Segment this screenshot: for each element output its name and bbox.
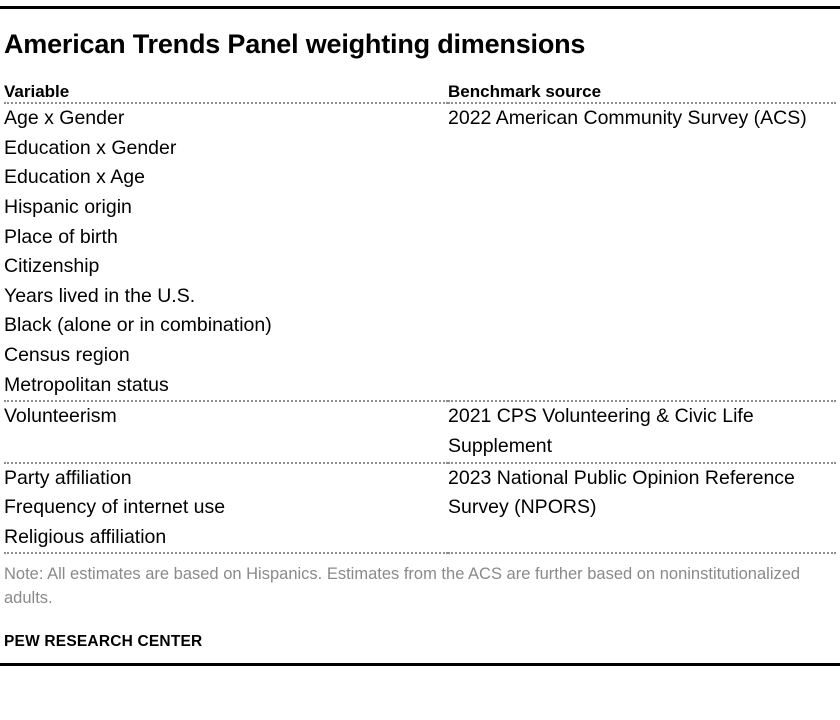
- list-item: Black (alone or in combination): [4, 314, 272, 337]
- column-header-variable: Variable: [4, 82, 448, 103]
- list-item: Volunteerism: [4, 405, 117, 428]
- variable-list: [4, 464, 448, 553]
- figure-container: [0, 6, 840, 720]
- brand-label: PEW RESEARCH CENTER: [4, 633, 203, 651]
- variable-list: [4, 104, 448, 400]
- variable-cell: [4, 463, 448, 554]
- table-header-row: [4, 82, 836, 103]
- weighting-dimensions-table: [4, 82, 836, 554]
- list-item: Age x Gender: [4, 107, 125, 130]
- bottom-spacer: [0, 666, 840, 672]
- benchmark-source-cell: 2023 National Public Opinion Reference Survey (NPORS): [448, 463, 836, 554]
- table-row: [4, 463, 836, 554]
- list-item: Party affiliation: [4, 466, 132, 489]
- list-item: Place of birth: [4, 225, 118, 248]
- list-item: Census region: [4, 344, 130, 367]
- table-row: [4, 401, 836, 462]
- top-rule: [0, 6, 840, 9]
- list-item: Education x Age: [4, 166, 145, 189]
- variable-list: [4, 402, 448, 432]
- list-item: Frequency of internet use: [4, 496, 226, 519]
- benchmark-source-cell: 2022 American Community Survey (ACS): [448, 103, 836, 401]
- list-item: Metropolitan status: [4, 373, 169, 396]
- list-item: Education x Gender: [4, 136, 177, 159]
- column-header-benchmark: Benchmark source: [448, 82, 836, 103]
- list-item: Hispanic origin: [4, 195, 132, 218]
- list-item: Citizenship: [4, 255, 100, 278]
- benchmark-source-cell: 2021 CPS Volunteering & Civic Life Supplement: [448, 401, 836, 462]
- figure-note: Note: All estimates are based on Hispanics. Estimates from the ACS are further based on noninstitutionalized adults.: [4, 565, 801, 608]
- variable-cell: [4, 401, 448, 462]
- variable-cell: [4, 103, 448, 401]
- list-item: Years lived in the U.S.: [4, 284, 196, 307]
- page-title: American Trends Panel weighting dimensions: [4, 29, 586, 59]
- list-item: Religious affiliation: [4, 525, 167, 548]
- table-row: [4, 103, 836, 401]
